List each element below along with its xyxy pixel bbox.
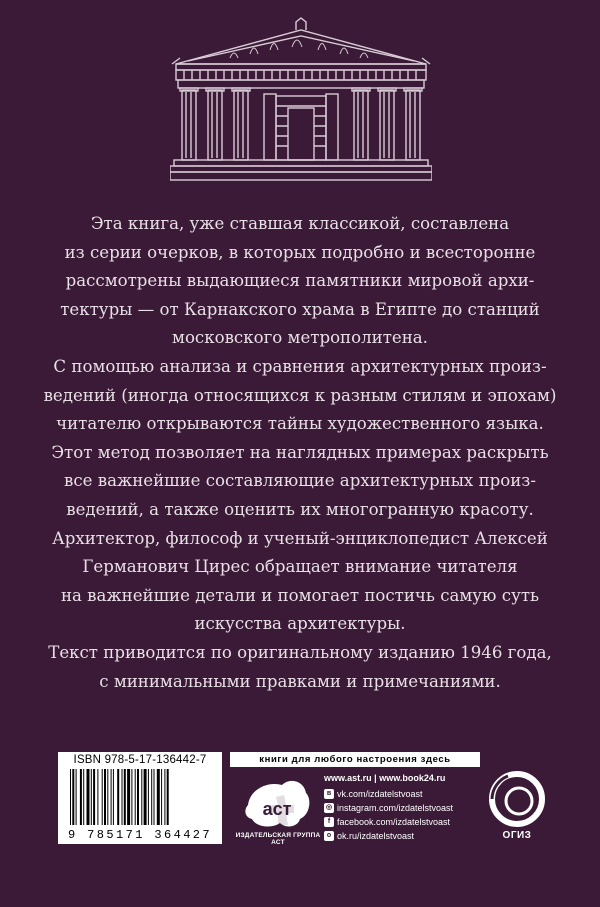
social-link-odnoklassniki[interactable] [324, 829, 494, 842]
paragraph-2 [30, 353, 570, 439]
publisher-caption: ИЗДАТЕЛЬСКАЯ ГРУППА АСТ [235, 832, 321, 846]
text-line: тектуры — от Карнакского храма в Египте до станций [60, 299, 540, 319]
text-line: все важнейшие составляющие архитектурных произ- [64, 471, 536, 491]
text-line: Этот метод позволяет на наглядных примерах раскрыть [51, 442, 549, 462]
social-link-facebook[interactable] [324, 815, 494, 828]
text-line: искусства архитектуры. [194, 614, 406, 634]
social-link-text: vk.com/izdatelstvoast [337, 788, 423, 799]
social-link-instagram[interactable] [324, 801, 494, 814]
text-line: Текст приводится по оригинальному изданию 1946 года, [48, 642, 552, 662]
vk-icon: в [324, 789, 334, 799]
paragraph-1 [30, 210, 570, 353]
slogan-banner: книги для любого настроения здесь [230, 752, 480, 767]
text-line: с минимальными правками и примечаниями. [99, 671, 501, 691]
text-line: московского метрополитена. [172, 328, 428, 348]
text-line: читателю открываются тайны художественного языка. [56, 414, 544, 434]
social-link-text: facebook.com/izdatelstvoast [337, 816, 451, 827]
website-links[interactable]: www.ast.ru | www.book24.ru [324, 773, 446, 783]
text-line: С помощью анализа и сравнения архитектурных произ- [53, 356, 547, 376]
social-link-text: ok.ru/izdatelstvoast [337, 830, 415, 841]
publisher-links [324, 773, 494, 843]
ogiz-logo-icon [488, 770, 546, 828]
text-line: Эта книга, уже ставшая классикой, составлена [90, 214, 510, 233]
barcode-icon [66, 769, 214, 827]
imprint-name: ОГИЗ [502, 830, 532, 841]
text-line: Архитектор, философ и ученый-энциклопедист Алексей [52, 528, 548, 548]
text-line: из серии очерков, в которых подробно и всесторонне [64, 242, 536, 262]
text-line: Германович Цирес обращает внимание читателя [82, 557, 518, 577]
barcode-digits: 9 785171 364427 [67, 828, 213, 842]
text-line: рассмотрены выдающиеся памятники мировой архи- [65, 271, 535, 291]
book-description [30, 210, 570, 696]
paragraph-3 [30, 439, 570, 525]
isbn-barcode [58, 752, 222, 844]
paragraph-4 [30, 525, 570, 639]
isbn-label: ISBN 978-5-17-136442-7 [73, 754, 207, 766]
text-line: на важнейшие детали и помогает постичь самую суть [60, 585, 540, 605]
social-link-vk[interactable] [324, 787, 494, 800]
text-line: ведений, а также оценить их многогранную красоту. [66, 499, 534, 519]
temple-icon [170, 16, 432, 182]
paragraph-5 [30, 639, 570, 696]
ast-logo-text: аст [262, 799, 292, 819]
instagram-icon: ◎ [325, 803, 333, 811]
social-link-text: instagram.com/izdatelstvoast [337, 802, 454, 813]
text-line: ведений (иногда относящихся к разным стилям и эпохам) [43, 385, 557, 405]
odnoklassniki-icon: о [324, 831, 334, 841]
facebook-icon: f [324, 817, 334, 827]
